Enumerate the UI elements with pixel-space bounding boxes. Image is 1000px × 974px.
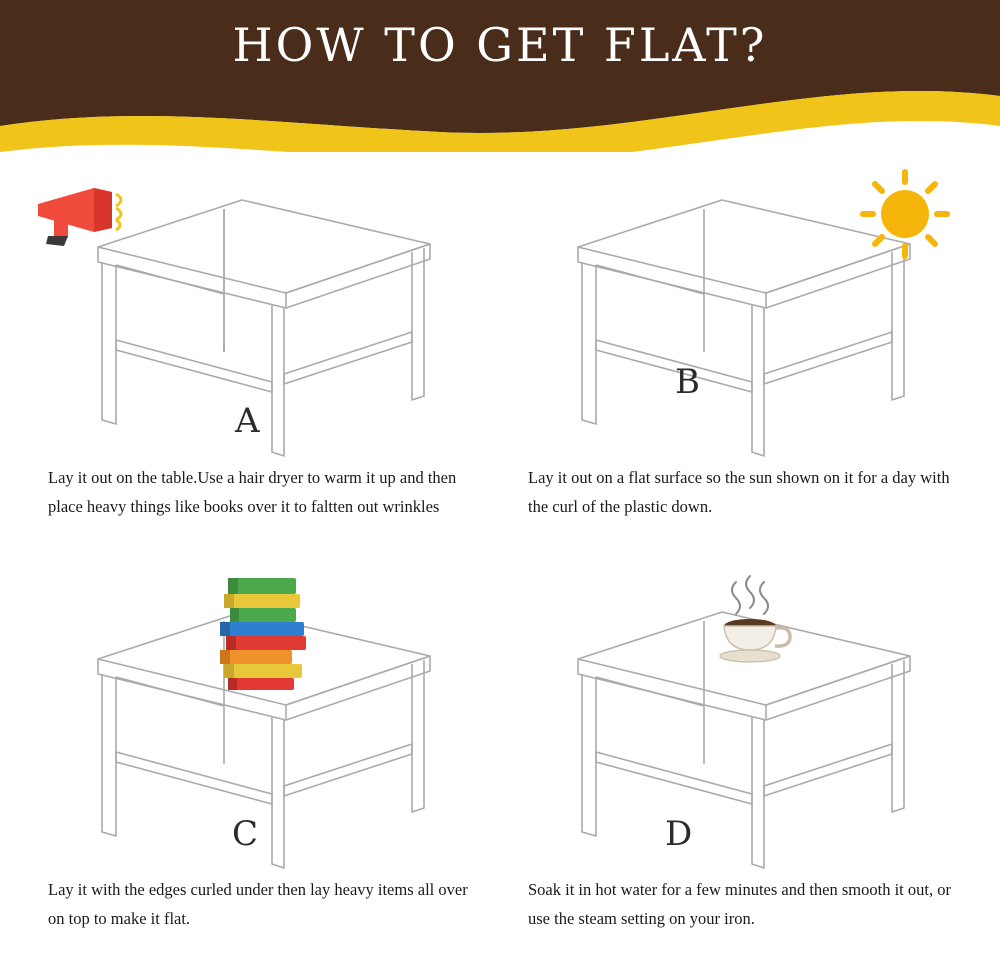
panel-d-caption: Soak it in hot water for a few minutes and then smooth it out, or use the steam setting on your iron. xyxy=(528,880,951,928)
panel-a-illustration xyxy=(20,152,500,457)
panel-b-letter: B xyxy=(675,362,700,402)
panel-a-caption: Lay it out on the table.Use a hair dryer to warm it up and then place heavy things like books over it to faltten out wrinkles xyxy=(48,468,457,516)
panel-c xyxy=(20,564,500,964)
page-title: HOW TO GET FLAT? xyxy=(232,18,768,72)
sun-icon xyxy=(863,172,947,256)
panel-d-letter: D xyxy=(665,814,693,854)
panel-b xyxy=(500,152,980,552)
panel-d xyxy=(500,564,980,964)
panel-a xyxy=(20,152,500,552)
panel-a-letter: A xyxy=(235,401,260,441)
stack-of-books-icon xyxy=(220,578,306,690)
header-banner xyxy=(0,0,1000,152)
hair-dryer-icon xyxy=(38,188,121,246)
panel-d-illustration xyxy=(500,564,980,869)
panel-b-illustration xyxy=(500,152,980,457)
panel-b-caption: Lay it out on a flat surface so the sun shown on it for a day with the curl of the plastic down. xyxy=(528,468,950,516)
panel-c-caption: Lay it with the edges curled under then lay heavy items all over on top to make it flat. xyxy=(48,880,468,928)
panel-c-letter: C xyxy=(232,814,259,854)
panel-grid xyxy=(0,152,1000,974)
panel-c-illustration xyxy=(20,564,500,869)
